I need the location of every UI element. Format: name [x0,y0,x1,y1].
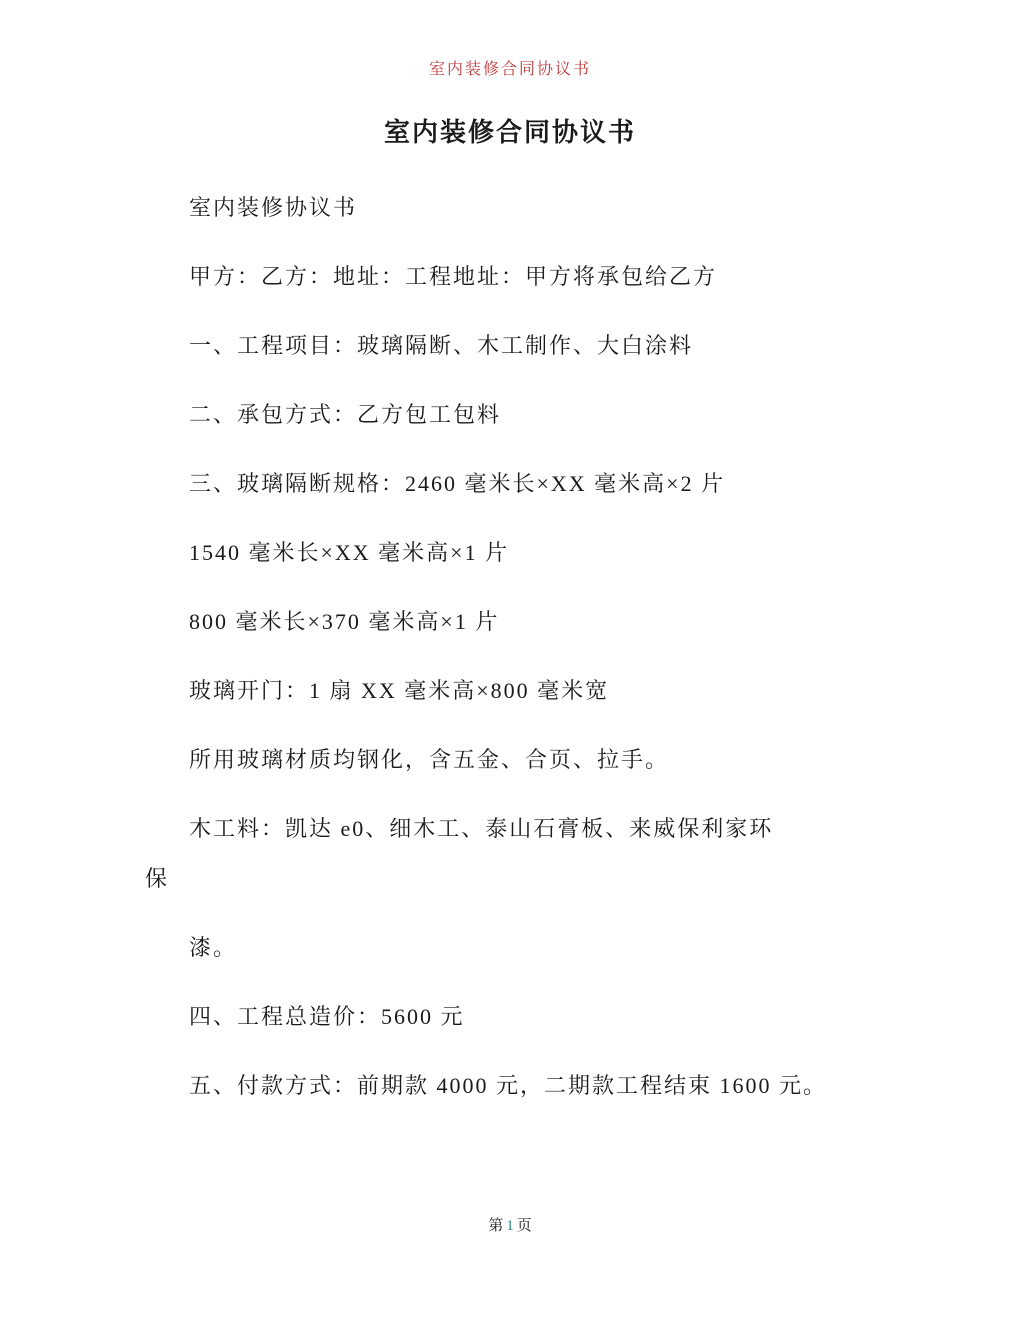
page-footer [0,1216,1020,1236]
page-footer-prefix: 第 [488,1218,504,1234]
paragraph-spec-line-3: 800 毫米长×370 毫米高×1 片 [189,609,500,634]
paragraph-item-1-project: 一、工程项目：玻璃隔断、木工制作、大白涂料 [189,333,694,358]
document-title: 室内装修合同协议书 [383,118,636,147]
paragraph-item-2-contract: 二、承包方式：乙方包工包料 [189,402,502,427]
paragraph-parties: 甲方：乙方：地址：工程地址：甲方将承包给乙方 [189,264,718,289]
paragraph-spec-line-2: 1540 毫米长×XX 毫米高×1 片 [189,540,510,565]
paragraph-wood-materials-line-2: 保 [145,866,170,891]
paragraph-glass-material: 所用玻璃材质均钢化，含五金、合页、拉手。 [189,747,670,772]
document-header-title: 室内装修合同协议书 [428,61,591,78]
document-body [145,183,890,1111]
paragraph-wood-materials-line-1: 木工料：凯达 e0、细木工、泰山石膏板、来威保利家环 [189,816,774,841]
page-footer-suffix: 页 [516,1218,532,1234]
paragraph-item-5-payment: 五、付款方式：前期款 4000 元，二期款工程结束 1600 元。 [189,1073,828,1098]
paragraph-item-3-specs: 三、玻璃隔断规格：2460 毫米长×XX 毫米高×2 片 [189,471,726,496]
paragraph-glass-door: 玻璃开门：1 扇 XX 毫米高×800 毫米宽 [189,678,610,703]
paragraph-item-4-price: 四、工程总造价：5600 元 [189,1004,465,1029]
paragraph-paint: 漆。 [189,935,238,960]
paragraph-subtitle: 室内装修协议书 [189,195,358,220]
page-number: 1 [506,1218,514,1234]
